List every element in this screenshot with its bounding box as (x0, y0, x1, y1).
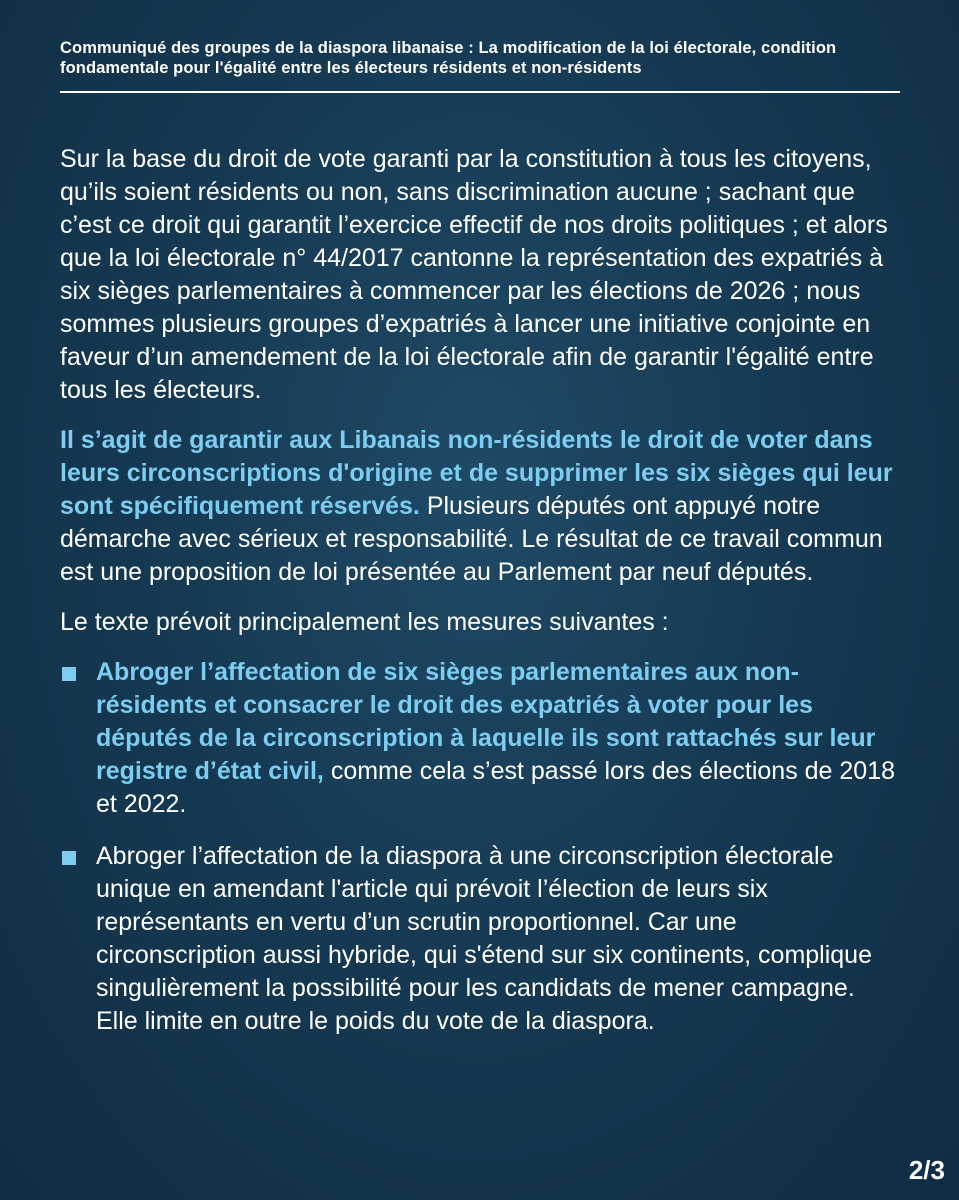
communique-body (60, 143, 900, 1057)
measure-text: comme cela s’est passé lors des élections de 2018 et 2022. (96, 757, 896, 818)
intro-paragraph: Sur la base du droit de vote garanti par la constitution à tous les citoyens, qu’ils soient résidents ou non, sans discrimination aucune ; sachant que c’est ce droit qui garantit l’exercice effectif de nos droits politiques ; et alors que la loi électorale n° 44/2017 cantonne la représentation des expatriés à six sièges parlementaires à commencer par les élections de 2026 ; nous sommes plusieurs groupes d’expatriés à lancer une initiative conjointe en faveur d’un amendement de la loi électorale afin de garantir l'égalité entre tous les électeurs. (60, 145, 888, 404)
page-number: 2/3 (908, 1155, 945, 1185)
square-bullet-icon (62, 667, 76, 681)
communique-title: Communiqué des groupes de la diaspora libanaise : La modification de la loi électorale, condition fondamentale pour l'égalité entre les électeurs résidents et non-résidents (60, 39, 837, 77)
objective-paragraph (60, 424, 900, 589)
list-item (60, 656, 900, 821)
measure-highlight: Abroger l’affectation de six sièges parlementaires aux non-résidents et consacrer le droit des expatriés à voter pour les députés de la circonscription à laquelle ils sont rattachés sur leur registre d’état civil, (96, 658, 876, 785)
square-bullet-icon (62, 851, 76, 865)
objective-text: Plusieurs députés ont appuyé notre démarche avec sérieux et responsabilité. Le résultat de ce travail commun est une proposition de loi présentée au Parlement par neuf députés. (60, 492, 883, 586)
measure-text: Abroger l’affectation de la diaspora à une circonscription électorale unique en amendant l'article qui prévoit l’élection de leurs six représentants en vertu d’un scrutin proportionnel. Car une circonscription aussi hybride, qui s'étend sur six continents, complique singulièrement la possibilité pour les candidats de mener campagne. Elle limite en outre le poids du vote de la diaspora. (96, 842, 872, 1035)
objective-highlight: Il s’agit de garantir aux Libanais non-résidents le droit de voter dans leurs circonscriptions d'origine et de supprimer les six sièges qui leur sont spécifiquement réservés. (60, 426, 893, 520)
measures-list (60, 656, 900, 1038)
measures-intro: Le texte prévoit principalement les mesures suivantes : (60, 608, 669, 636)
header-divider (60, 91, 900, 93)
communique-header (60, 38, 900, 93)
list-item (60, 840, 900, 1038)
